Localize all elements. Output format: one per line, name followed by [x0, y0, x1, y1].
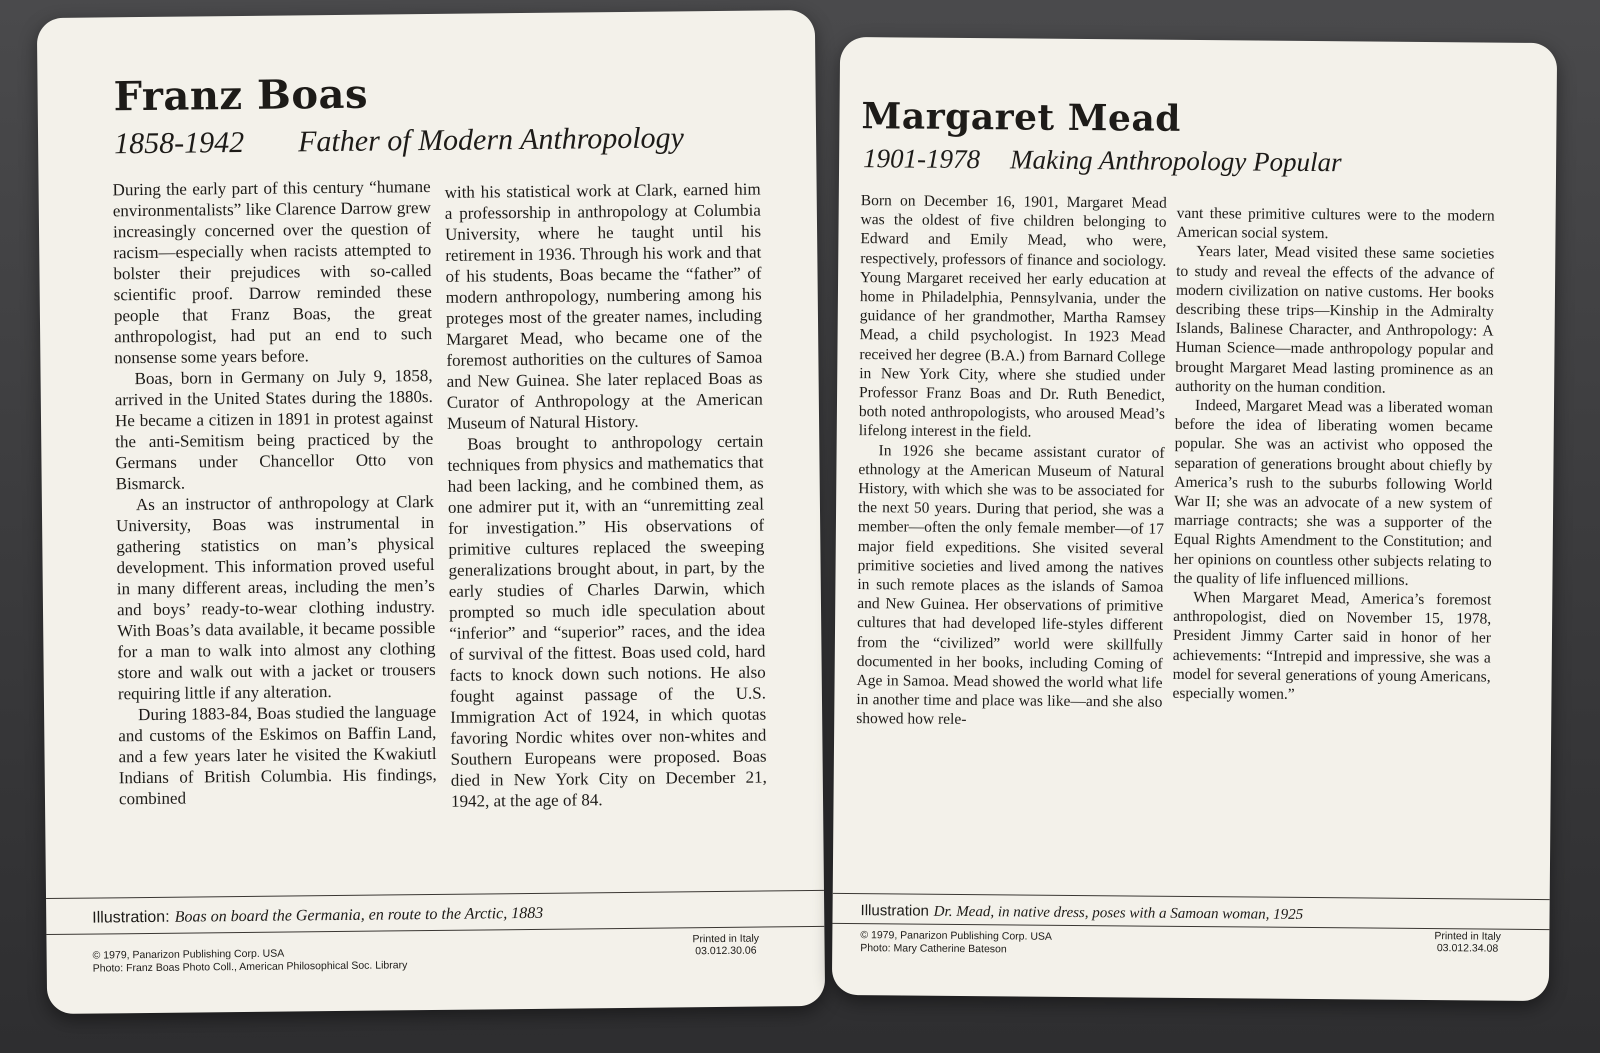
card-margaret-mead — [832, 37, 1557, 1001]
paragraph: Indeed, Margaret Mead was a liberated woman before the idea of liberating women became popular. She was an activist who opposed the separation of generations brought about chiefly by America’s rush to the suburbs following World War II; she was an advocate of a new system of marriage contracts; she was a supporter of the Equal Rights Amendment to the Constitution; and her opinions on countless other subjects relating to the quality of life influenced millions. — [1173, 397, 1494, 589]
card-title: Father of Modern Anthropology — [297, 121, 685, 159]
copyright: © 1979, Panarizon Publishing Corp. USA — [860, 929, 1053, 943]
paragraph: During 1883-84, Boas studied the language and customs of the Eskimos on Baffin Land, and a few years later he visited the Kwakiutl Indians of British Columbia. His findings, combined — [118, 701, 437, 809]
card-subtitle — [863, 143, 1342, 178]
illustration-caption — [92, 903, 543, 928]
text-column-left — [856, 191, 1167, 731]
print-info — [692, 933, 759, 958]
paragraph: with his statistical work at Clark, earned him a professorship in anthropology at Columbia University, where he taught until his retirement in 1936. Through his work and that of his students, Boas became the “father” of modern anthropology, numbering among his proteges most of the greater names, including Margaret Mead, who became one of the foremost authorities on the cultures of Samoa and New Guinea. She later replaced Boas as Curator of Anthropology at the American Museum of Natural History. — [444, 179, 763, 433]
card-years: 1858-1942 — [113, 125, 245, 161]
photo-credit: Photo: Mary Catherine Bateson — [860, 942, 1007, 956]
divider — [833, 893, 1550, 900]
credits — [93, 946, 408, 975]
card-name: Margaret Mead — [861, 95, 1182, 140]
card-name: Franz Boas — [113, 70, 369, 121]
card-code: 03.012.34.08 — [1436, 942, 1499, 955]
printed-in: Printed in Italy — [1434, 930, 1501, 943]
paragraph: During the early part of this century “humane environmentalists” like Clarence Darrow grew increasingly concerned over the question of racism—especially when racists attempted to bolster their prejudices with so-called scientific proof. Darrow reminded these people that Franz Boas, the great anthropologist, had put an end to such nonsense some years before. — [112, 176, 433, 368]
paragraph: Boas, born in Germany on July 9, 1858, arrived in the United States during the 1880s. He became a citizen in 1891 in protest against the anti-Semitism being practiced by the Germans under Chancellor Otto von Bismarck. — [114, 365, 434, 494]
paragraph: In 1926 she became assistant curator of ethnology at the American Museum of Natural History, with which she was to be associated for the next 50 years. During that period, she was a member—often the only female member—of 17 major field expeditions. She visited several primitive societies and lived among the natives in such remote places as the islands of Samoa and New Guinea. Her observations of primitive cultures that had developed life-styles different from the “civilized” world were skillfully documented in her books, including Coming of Age in Samoa. Mead showed the world what life in another time and place was like—and she also showed how rele- — [856, 441, 1165, 729]
divider — [46, 890, 824, 899]
print-info — [1434, 930, 1501, 955]
card-code: 03.012.30.06 — [695, 944, 757, 958]
text-column-left — [112, 176, 437, 809]
paragraph: Boas brought to anthropology certain techniques from physics and mathematics that had been lacking, and he combined them, as one admirer put it, with an “unremitting zeal for investigation.” His observations of primitive cultures replaced the sweeping generalizations brought about, in part, by the early studies of Charles Darwin, which prompted so much idle speculation about “inferior” and “superior” races, and the idea of survival of the fittest. Boas used cold, hard facts to knock down such notions. He also fought against passage of the U.S. Immigration Act of 1924, in which quotas favoring Nordic whites over non-whites and Southern Europeans were proposed. Boas died in New York City on December 21, 1942, at the age of 84. — [447, 431, 767, 811]
paragraph: vant these primitive cultures were to the modern American social system. — [1176, 204, 1495, 243]
card-years: 1901-1978 — [863, 143, 981, 175]
credits — [860, 929, 1052, 957]
paragraph: As an instructor of anthropology at Clark University, Boas was instrumental in gathering statistics on man’s physical development. This information proved useful in many different areas, including the men’s and boys’ ready-to-wear clothing industry. With Boas’s data available, it became possible for a man to walk into almost any clothing store and walk out with a jacket or trousers requiring little if any alteration. — [116, 491, 436, 704]
illustration-text: Boas on board the Germania, en route to the Arctic, 1883 — [174, 904, 544, 926]
illustration-label: Illustration — [860, 902, 930, 920]
photo-credit: Photo: Franz Boas Photo Coll., American Philosophical Soc. Library — [92, 959, 408, 975]
text-column-right — [1172, 204, 1494, 706]
paragraph: When Margaret Mead, America’s foremost anthropologist, died on November 15, 1978, President Jimmy Carter said in honor of her achievements: “Intrepid and impressive, she was a model for several generations of young Americans, especially women.” — [1172, 589, 1492, 703]
illustration-caption — [860, 901, 1303, 924]
illustration-text: Dr. Mead, in native dress, poses with a Samoan woman, 1925 — [933, 903, 1304, 923]
card-title: Making Anthropology Popular — [1010, 144, 1342, 178]
text-column-right — [445, 179, 768, 812]
copyright: © 1979, Panarizon Publishing Corp. USA — [92, 947, 285, 962]
printed-in: Printed in Italy — [692, 932, 760, 946]
card-franz-boas — [37, 10, 825, 1014]
paragraph: Born on December 16, 1901, Margaret Mead was the oldest of five children belonging to Edward and Emily Mead, who were, respectively, professors of finance and sociology. Young Margaret received her early education at home in Philadelphia, Pennsylvania, under the guidance of her grandmother, Martha Ramsey Mead, a child psychologist. In 1923 Mead received her degree (B.A.) from Barnard College in New York City, where she studied under Professor Franz Boas and Dr. Ruth Benedict, both noted anthropologists, who aroused Mead’s lifelong interest in the field. — [858, 192, 1167, 442]
paragraph: Years later, Mead visited these same societies to study and reveal the effects of the advance of modern civilization on native customs. Her books describing these trips—Kinship in the Admiralty Islands, Balinese Character, and Anthropology: A Human Science—made anthropology popular and brought Margaret Mead lasting prominence as an authority on the human condition. — [1175, 243, 1495, 397]
card-subtitle — [114, 121, 684, 161]
illustration-label: Illustration: — [92, 908, 170, 927]
